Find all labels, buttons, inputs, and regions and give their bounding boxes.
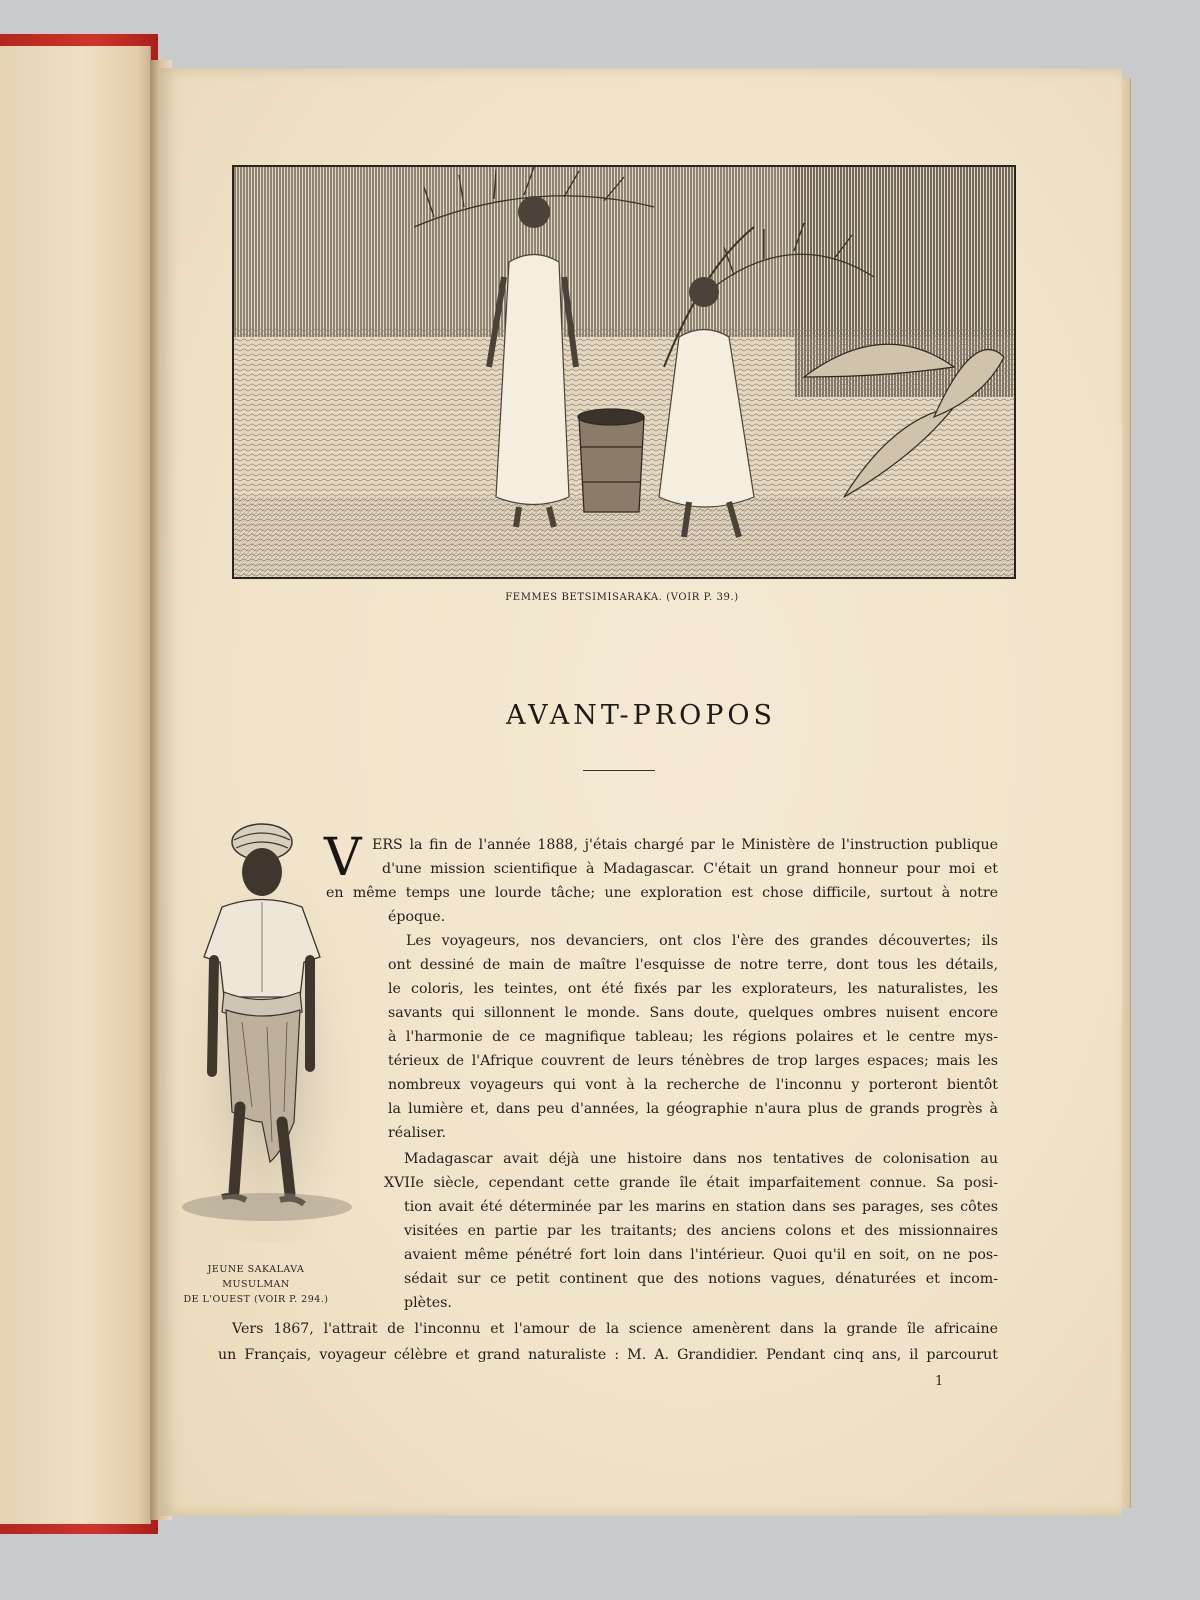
text-line: Les voyageurs, nos devanciers, ont clos l'ère des grandes découvertes; ils [406,933,998,949]
text-line: époque. [388,909,446,925]
text-line: à l'harmonie de ce magnifique tableau; les régions polaires et le centre mys- [388,1029,998,1045]
text-line: savants qui sillonnent le monde. Sans doute, quelques ombres nuisent encore [388,1005,998,1021]
engraving-betsimisaraka-women [232,165,1016,579]
text-line: Madagascar avait déjà une histoire dans nos tentatives de colonisation au [404,1151,998,1167]
text-line: tion avait été déterminée par les marins en station dans ses parages, ses côtes [404,1199,998,1215]
text-line: visitées en partie par les traitants; des anciens colons et des missionnaires [404,1223,998,1239]
text-line: Vers 1867, l'attrait de l'inconnu et l'amour de la science amenèrent dans la grande île africaine [232,1321,998,1337]
text-line: réaliser. [388,1125,447,1141]
left-page [0,46,151,1524]
text-line: nombreux voyageurs qui vont à la recherche de l'inconnu y porteront bientôt [388,1077,998,1093]
engraving-caption: FEMMES BETSIMISARAKA. (VOIR P. 39.) [505,592,739,603]
text-line: ont dessiné de main de maître l'esquisse de notre terre, dont tous les détails, [388,957,998,973]
engraving-art [234,167,1014,577]
portrait-caption [176,1262,336,1307]
text-line: plètes. [404,1295,452,1311]
page-number: 1 [935,1374,944,1389]
portrait-caption-line1: JEUNE SAKALAVA MUSULMAN [207,1264,305,1290]
text-line: la lumière et, dans peu d'années, la géographie n'aura plus de grands progrès à [388,1101,998,1117]
text-line: en même temps une lourde tâche; une exploration est chose difficile, surtout à notre [326,885,998,901]
text-line: d'une mission scientifique à Madagascar. C'était un grand honneur pour moi et [382,861,998,877]
text-line: le coloris, les teintes, ont été fixés par les explorateurs, les naturalistes, les [388,981,998,997]
text-line: ERS la fin de l'année 1888, j'étais chargé par le Ministère de l'instruction publique [372,837,998,853]
text-line: térieux de l'Afrique couvrent de leurs ténèbres de trop larges espaces; mais les [388,1053,998,1069]
drop-cap: V [324,828,362,888]
text-line: sédait sur ce petit continent que des notions vagues, dénaturées et incom- [404,1271,998,1287]
text-line: un Français, voyageur célèbre et grand naturaliste : M. A. Grandidier. Pendant cinq ans, il parcourut [218,1347,998,1363]
text-line: XVIIe siècle, cependant cette grande île était imparfaitement connue. Sa posi- [384,1175,998,1191]
portrait-caption-line2: DE L'OUEST (VOIR P. 294.) [183,1294,329,1305]
chapter-title: AVANT-PROPOS [505,700,777,731]
text-line: avaient même pénétré fort loin dans l'intérieur. Quoi qu'il en soit, on ne pos- [404,1247,998,1263]
title-rule [583,770,655,771]
